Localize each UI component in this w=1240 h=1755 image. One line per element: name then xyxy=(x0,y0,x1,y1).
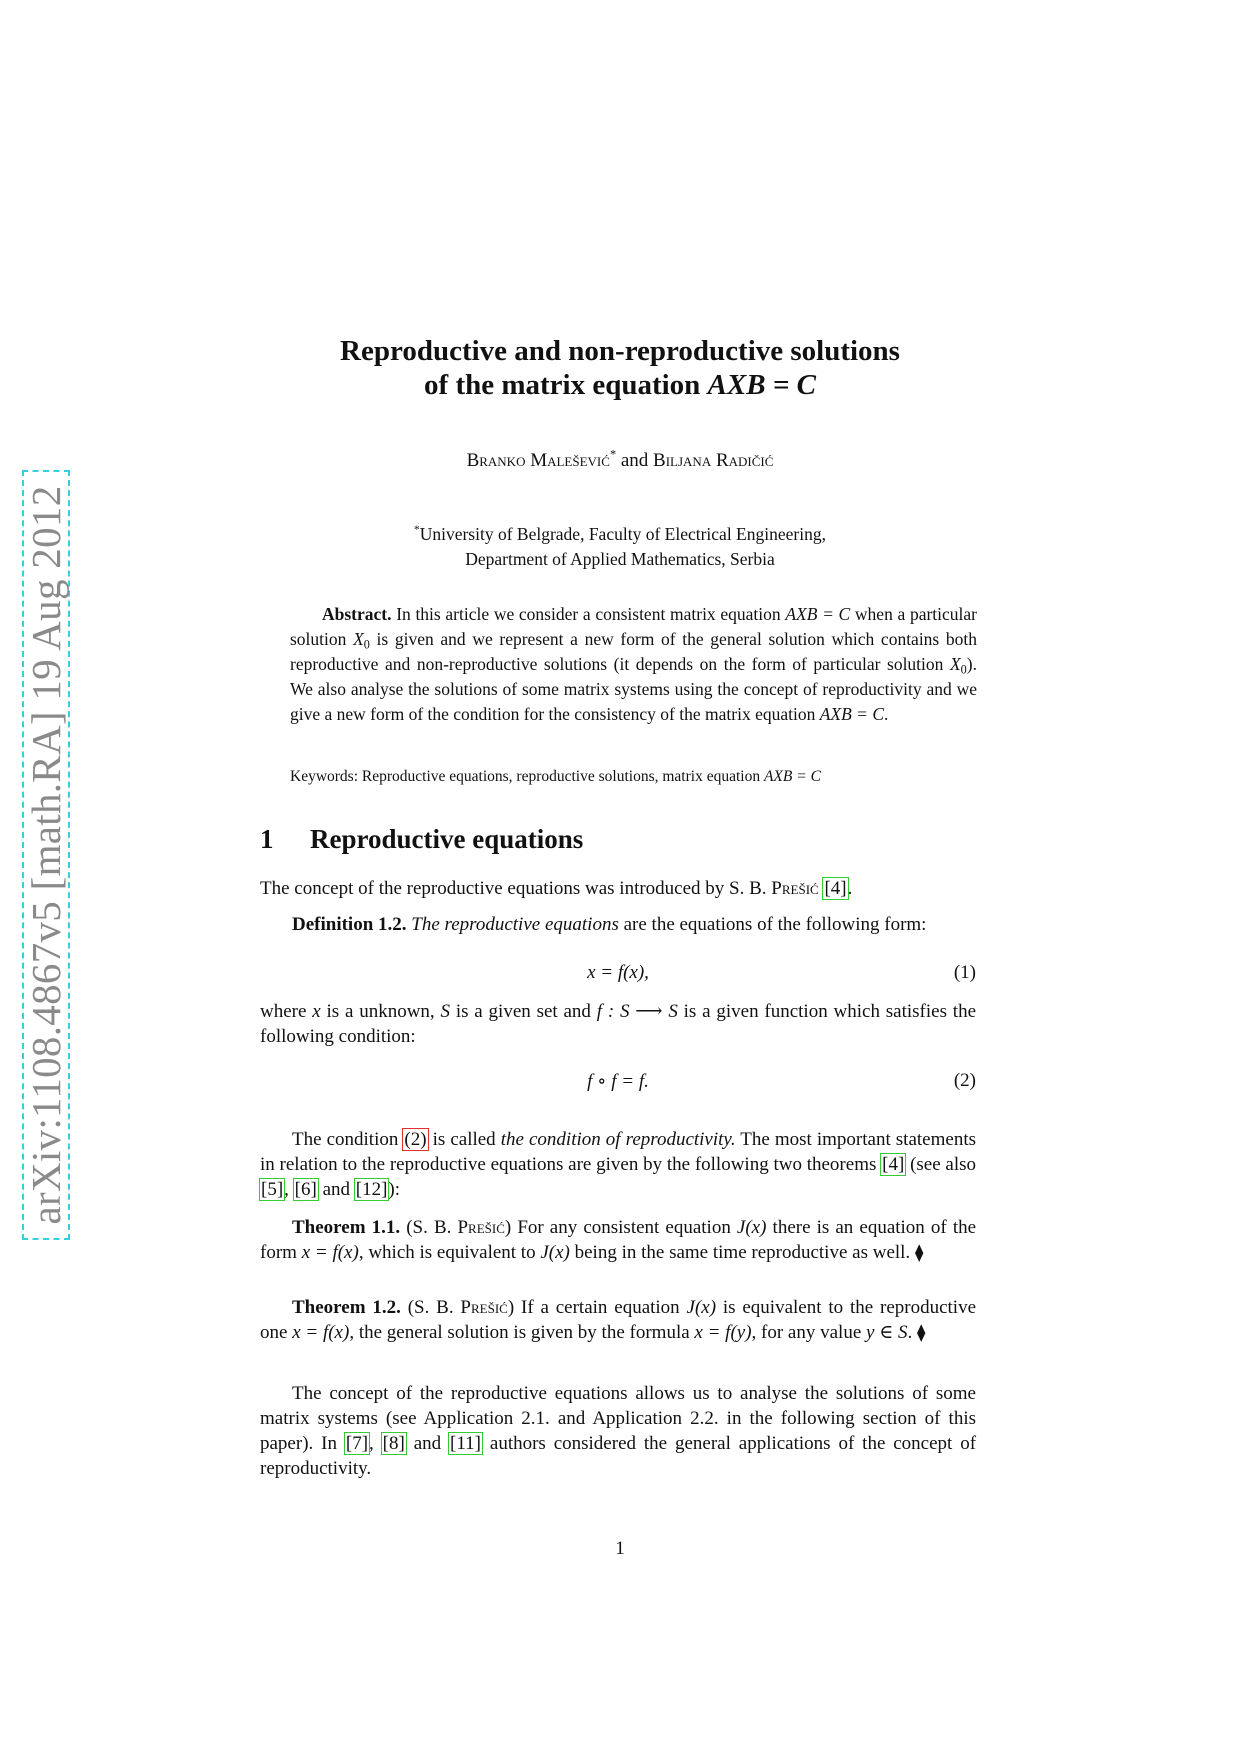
end-of-theorem-icon: ⧫ xyxy=(917,1323,926,1342)
equation-label: (1) xyxy=(953,962,976,983)
section-number: 1 xyxy=(260,824,274,854)
definition: Definition 1.2. The reproductive equations are the equations of the following form: xyxy=(292,914,927,935)
citation-link[interactable]: [8] xyxy=(382,1433,405,1454)
closing-paragraph: The concept of the reproductive equations allows us to analyse the solutions of some matrix systems (see Application 2.1. and Application 2.2. in the following section of this paper). In [7], [8] and [11] authors considered the general applications of the concept of reproductivity. xyxy=(260,1383,977,1479)
paper-title xyxy=(0,334,1240,402)
author-2: Biljana Radičić xyxy=(653,450,774,471)
intro-paragraph: The concept of the reproductive equations was introduced by S. B. Prešić [4]. xyxy=(260,878,853,899)
title-line-1: Reproductive and non-reproductive solutions xyxy=(340,335,900,367)
affiliation: *University of Belgrade, Faculty of Electrical Engineering, Department of Applied Mathematics, Serbia xyxy=(414,524,826,569)
abstract: Abstract. In this article we consider a consistent matrix equation AXB = C when a particular solution $X_0$ is given and we represent a new form of the general solution which contains both reproductive and non-reproductive solutions (it depends on the form of particular solution $X_0$). We also analyse the solutions of some matrix systems using the concept of reproductivity and we give a new form of the condition for the consistency of the matrix equation AXB = C. xyxy=(290,604,978,724)
arxiv-stamp xyxy=(22,470,70,1240)
citation-link[interactable]: [12] xyxy=(355,1179,388,1200)
keywords: Keywords: Reproductive equations, reproductive solutions, matrix equation AXB = C xyxy=(290,768,821,785)
citation-link[interactable]: [6] xyxy=(294,1179,317,1200)
where-paragraph: where x is a unknown, S is a given set and f : S ⟶ S is a given function which satisfies the following condition: xyxy=(260,1001,976,1047)
citation-link[interactable]: [7] xyxy=(345,1433,369,1454)
end-of-theorem-icon: ⧫ xyxy=(914,1243,924,1262)
title-math: AXB = C xyxy=(707,369,816,401)
theorem-2: Theorem 1.2. (S. B. Prešić) If a certain equation J(x) is equivalent to the reproductive one x = f(x), the general solution is given by the formula x = f(y), for any value y ∈ S. ⧫ xyxy=(260,1297,976,1343)
citation-link[interactable]: [4] xyxy=(882,1154,905,1175)
equation-link[interactable]: (2) xyxy=(404,1129,427,1150)
authors: Branko Malešević* and Biljana Radičić xyxy=(466,447,774,471)
theorem-1: Theorem 1.1. (S. B. Prešić) For any consistent equation J(x) there is an equation of the form x = f(x), which is equivalent to J(x) being in the same time reproductive as well. ⧫ xyxy=(260,1217,977,1263)
citation-link[interactable]: [4] xyxy=(824,878,847,899)
citation-link[interactable]: [5] xyxy=(261,1179,284,1200)
equation-label: (2) xyxy=(953,1070,976,1091)
title-line-2: of the matrix equation AXB = C xyxy=(424,369,816,401)
section-title: Reproductive equations xyxy=(310,824,584,854)
section-heading xyxy=(260,824,583,855)
page-number: 1 xyxy=(615,1538,625,1559)
citation-link[interactable]: [11] xyxy=(450,1433,481,1454)
arxiv-stamp-text: arXiv:1108.4867v5 [math.RA] 19 Aug 2012 xyxy=(23,485,69,1225)
author-1: Branko Malešević xyxy=(466,450,610,471)
condition-paragraph: The condition (2) is called the condition of reproductivity. The most important statements in relation to the reproductive equations are given by the following two theorems [4] (see also [5], [6] and [12]): xyxy=(260,1129,977,1200)
